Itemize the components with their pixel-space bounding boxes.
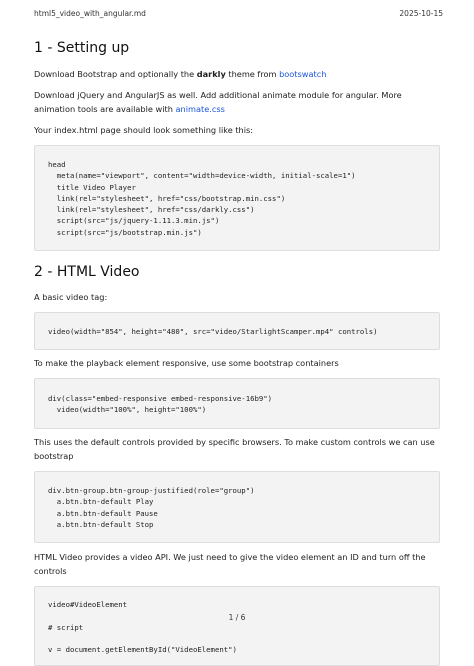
paragraph-download-bootstrap: Download Bootstrap and optionally the darkly theme from bootswatch [34,69,327,79]
section-title-setting-up: 1 - Setting up [34,40,130,56]
paragraph-custom-controls: This uses the default controls provided by specific browsers. To make custom controls we can use bootstrap [34,437,435,461]
link-bootswatch[interactable]: bootswatch [279,69,327,79]
paragraph-index-html: Your index.html page should look something like this: [34,125,254,135]
code-block-video-tag: video(width="854", height="480", src="video/StarlightScamper.mp4" controls) [34,312,440,350]
paragraph-basic-video-tag: A basic video tag: [34,292,108,302]
code-block-btn-group: div.btn-group.btn-group-justified(role="group") a.btn.btn-default Play a.btn.btn-default Pause a.btn.btn-default Stop [34,471,440,543]
code-block-responsive: div(class="embed-responsive embed-responsive-16b9") video(width="100%", height="100%") [34,378,440,429]
document-body [34,40,440,666]
paragraph-video-api: HTML Video provides a video API. We just need to give the video element an ID and turn off the controls [34,552,426,576]
paragraph-responsive: To make the playback element responsive, use some bootstrap containers [34,358,339,368]
code-block-index-html: head meta(name="viewport", content="width=device-width, initial-scale=1") title Video Player link(rel="stylesheet", href="css/bootstrap.min.css") link(rel="stylesheet", href="css/darkly.css") script(src="js/jquery-1.11.3.min.js") script(src="js/bootstrap.min.js") [34,145,440,251]
bold-darkly: darkly [196,69,226,79]
header-filename: html5_video_with_angular.md [34,9,146,18]
paragraph-download-jquery: Download jQuery and AngularJS as well. Add additional animate module for angular. More animation tools are available with animate.css [34,90,402,114]
code-block-video-api: video#VideoElement # script v = document.getElementById("VideoElement") [34,586,440,666]
header-date: 2025-10-15 [399,9,443,18]
section-title-html-video: 2 - HTML Video [34,264,140,280]
page-number: 1 / 6 [228,613,246,622]
link-animate-css[interactable]: animate.css [175,104,225,114]
